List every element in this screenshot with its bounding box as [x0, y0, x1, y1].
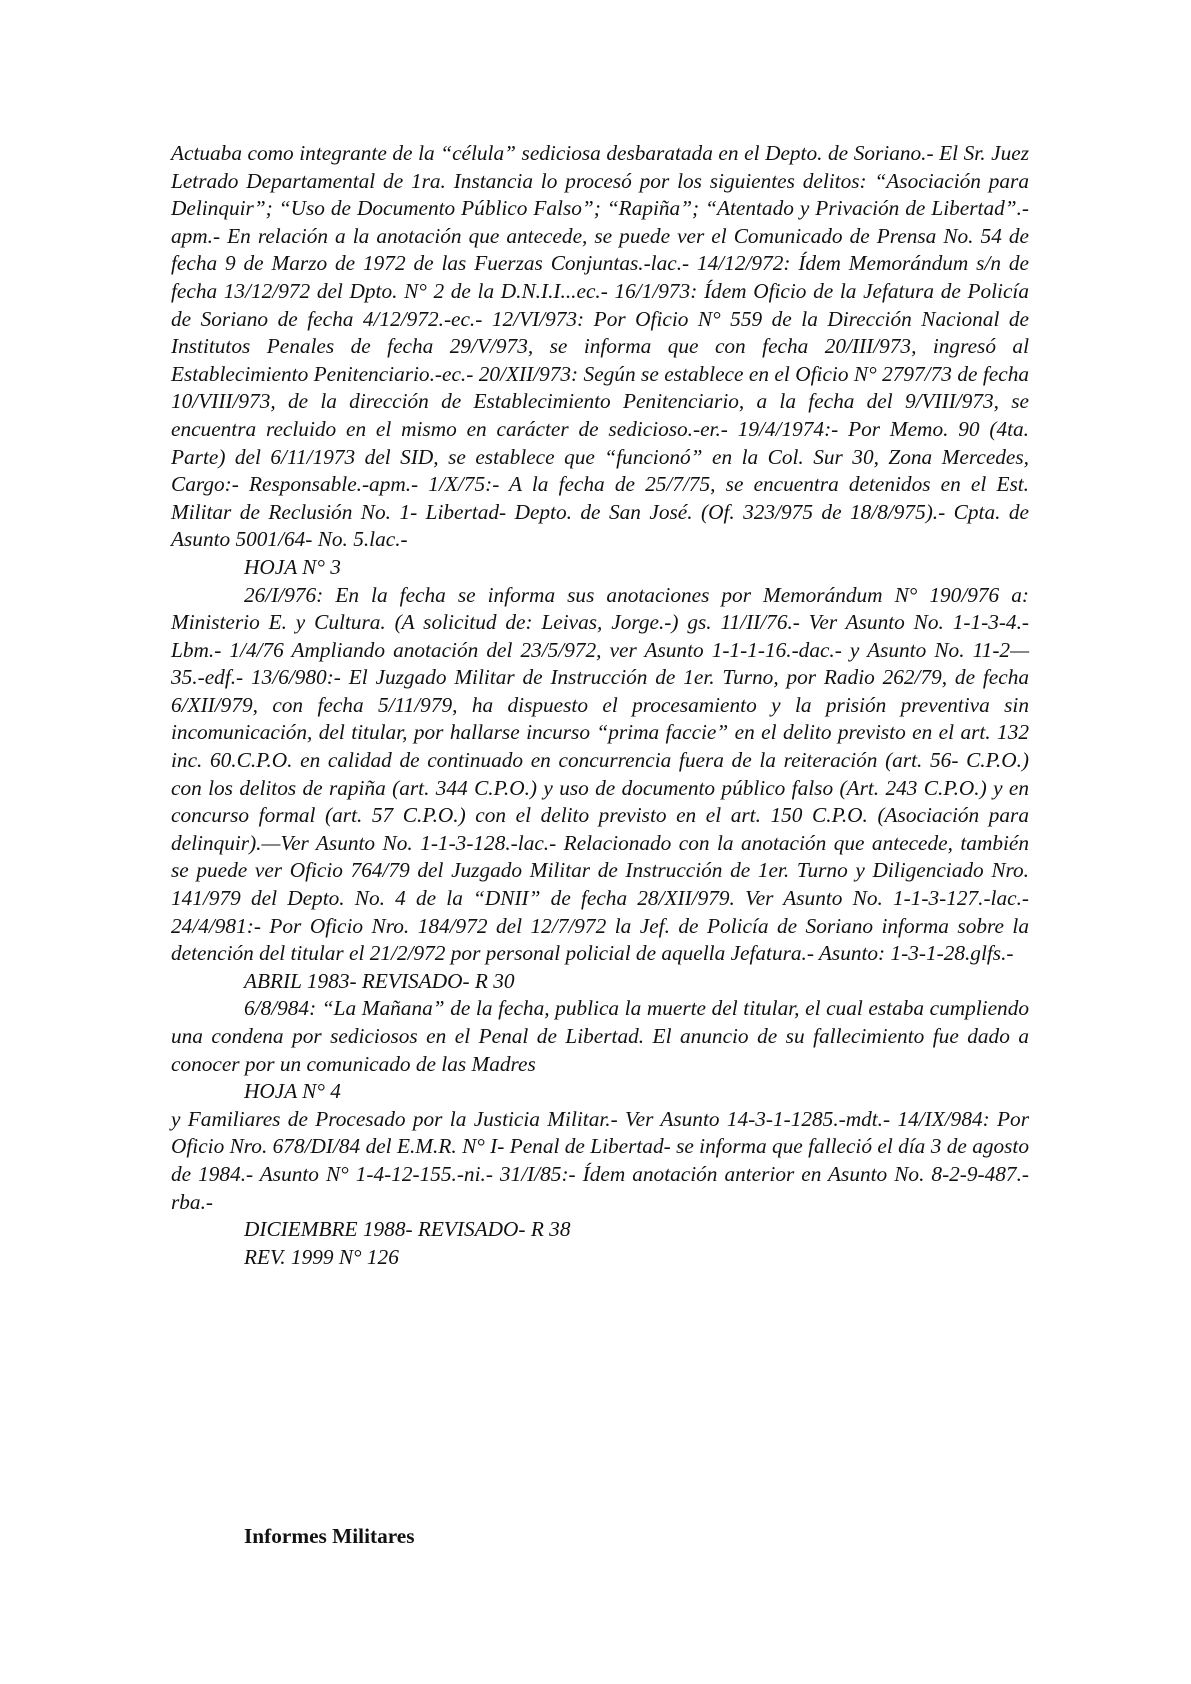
- document-body: [171, 140, 1029, 1271]
- revision-stamp-1983: ABRIL 1983- REVISADO- R 30: [244, 968, 515, 993]
- paragraph-record-1972-1975: Actuaba como integrante de la “célula” sediciosa desbaratada en el Depto. de Soriano.- El Sr. Juez Letrado Departamental de 1ra. Instancia lo procesó por los siguientes delitos: “Asociación para Delinquir”; “Uso de Documento Público Falso”; “Rapiña”; “Atentado y Privación de Libertad”.- apm.- En relación a la anotación que antecede, se puede ver el Comunicado de Prensa No. 54 de fecha 9 de Marzo de 1972 de las Fuerzas Conjuntas.-lac.- 14/12/972: Ídem Memorándum s/n de fecha 13/12/972 del Dpto. N° 2 de la D.N.I.I...ec.- 16/1/973: Ídem Oficio de la Jefatura de Policía de Soriano de fecha 4/12/972.-ec.- 12/VI/973: Por Oficio N° 559 de la Dirección Nacional de Institutos Penales de fecha 29/V/973, se informa que con fecha 20/III/973, ingresó al Establecimiento Penitenciario.-ec.- 20/XII/973: Según se establece en el Oficio N° 2797/73 de fecha 10/VIII/973, de la dirección de Establecimiento Penitenciario, a la fecha del 9/VIII/973, se encuentra recluido en el mismo en carácter de sedicioso.-er.- 19/4/1974:- Por Memo. 90 (4ta. Parte) del 6/11/1973 del SID, se establece que “funcionó” en la Col. Sur 30, Zona Mercedes, Cargo:- Responsable.-apm.- 1/X/75:- A la fecha de 25/7/75, se encuentra detenidos en el Est. Militar de Reclusión No. 1- Libertad- Depto. de San José. (Of. 323/975 de 18/8/975).- Cpta. de Asunto 5001/64- No. 5.lac.-: [171, 141, 1029, 552]
- paragraph-record-1976-1981: 26/I/976: En la fecha se informa sus anotaciones por Memorándum N° 190/976 a: Ministerio E. y Cultura. (A solicitud de: Leivas, Jorge.-) gs. 11/II/76.- Ver Asunto No. 1-1-3-4.-Lbm.- 1/4/76 Ampliando anotación del 23/5/972, ver Asunto 1-1-1-16.-dac.- y Asunto No. 11-2—35.-edf.- 13/6/980:- El Juzgado Militar de Instrucción de 1er. Turno, por Radio 262/79, de fecha 6/XII/979, con fecha 5/11/979, ha dispuesto el procesamiento y la prisión preventiva sin incomunicación, del titular, por hallarse incurso “prima faccie” en el delito previsto en el art. 132 inc. 60.C.P.O. en calidad de continuado en concurrencia fuera de la reiteración (art. 56- C.P.O.) con los delitos de rapiña (art. 344 C.P.O.) y uso de documento público falso (Art. 243 C.P.O.) y en concurso formal (art. 57 C.P.O.) con el delito previsto en el art. 150 C.P.O. (Asociación para delinquir).—Ver Asunto No. 1-1-3-128.-lac.- Relacionado con la anotación que antecede, también se puede ver Oficio 764/79 del Juzgado Militar de Instrucción de 1er. Turno y Diligenciado Nro. 141/979 del Depto. No. 4 de la “DNII” de fecha 28/XII/979. Ver Asunto No. 1-1-3-127.-lac.- 24/4/981:- Por Oficio Nro. 184/972 del 12/7/972 la Jef. de Policía de Soriano informa sobre la detención del titular el 21/2/972 por personal policial de aquella Jefatura.- Asunto: 1-3-1-28.glfs.-: [171, 582, 1029, 966]
- revision-stamp-1999: REV. 1999 N° 126: [244, 1244, 399, 1269]
- paragraph-record-1984-1985: y Familiares de Procesado por la Justicia Militar.- Ver Asunto 14-3-1-1285.-mdt.- 14/IX/984: Por Oficio Nro. 678/DI/84 del E.M.R. N° I- Penal de Libertad- se informa que falleció el día 3 de agosto de 1984.- Asunto N° 1-4-12-155.-ni.- 31/I/85:- Ídem anotación anterior en Asunto No. 8-2-9-487.-rba.-: [171, 1106, 1029, 1214]
- section-heading: Informes Militares: [244, 1524, 415, 1548]
- paragraph-record-1984: 6/8/984: “La Mañana” de la fecha, publica la muerte del titular, el cual estaba cumpliendo una condena por sediciosos en el Penal de Libertad. El anuncio de su fallecimiento fue dado a conocer por un comunicado de las Madres: [171, 996, 1029, 1076]
- page-marker-hoja-3: HOJA N° 3: [244, 554, 341, 579]
- page-marker-hoja-4: HOJA N° 4: [244, 1079, 341, 1104]
- revision-stamp-1988: DICIEMBRE 1988- REVISADO- R 38: [244, 1217, 571, 1242]
